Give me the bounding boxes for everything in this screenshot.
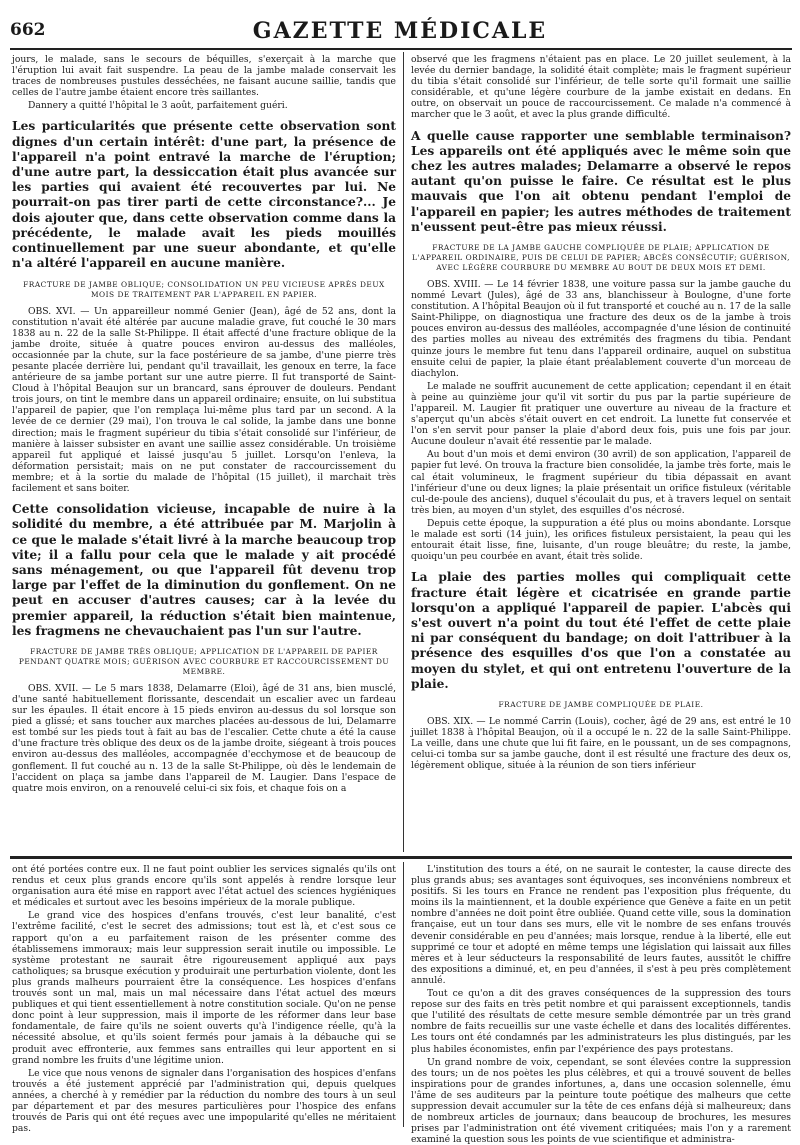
paragraph: Dannery a quitté l'hôpital le 3 août, parfaitement guéri. (28, 100, 288, 112)
paragraph: Le malade ne souffrit aucunement de cette application; cependant il en était à peine au quinzième jour qu'il vit sortir du pus par la partie supérieure de l'appareil. M. Laugier fit pratiquer une ouverture au niveau de la fracture et s'aperçut qu'un abcès s'était ouvert en cet endroit. La lunette fut conservée et l'on s'en servit pour panser la plaie d'abord deux fois, puis une fois par jour. Aucune douleur n'avait été ressentie par le malade. (411, 380, 791, 448)
publication-title: GAZETTE MÉDICALE (252, 18, 548, 44)
paragraph: Au bout d'un mois et demi environ (30 avril) de son application, l'appareil de papier fut levé. On trouva la fracture bien consolidée, la jambe très forte, mais le cal était volumineux, le fragment supérieur du tibia dépassait en avant l'inférieur d'une ou deux lignes; la plaie présentait un orifice fistuleux (véritable cul-de-poule des anciens), duquel s'écoulait du pus, et à travers lequel on sentait très bien, au moyen d'un stylet, des esquilles d'os nécrosé. (411, 449, 791, 516)
commentary-paragraph: Cette consolidation vicieuse, incapable de nuire à la solidité du membre, a été attribuée par M. Marjolin à ce que le malade s'était livré à la marche beaucoup trop vite; il a fallu pour cela que le malade y ait procédé sans ménagement, ou que l'appareil fût devenu trop large par l'effet de la diminution du gonflement. On ne peut en accuser d'autres causes; car à la levée du premier appareil, la réduction s'était bien maintenue, les fragmens ne chevauchaient pas l'un sur l'autre. (12, 502, 396, 638)
section-divider (10, 856, 792, 859)
bottom-column-divider (403, 862, 404, 1127)
header-rule (10, 48, 792, 50)
bottom-left-column (12, 864, 396, 1135)
observation-paragraph: OBS. XVII. — Le 5 mars 1838, Delamarre (Eloi), âgé de 31 ans, bien musclé, d'une santé habituellement florissante, descendait un escalier avec un fardeau sur les épaules. Il était encore à 15 pieds environ au-dessus du sol lorsque son pied a glissé; et sans toucher aux marches placées au-dessous de lui, Delamarre est tombé sur les pieds tout à fait au bas de l'escalier. Cette chute a été la cause d'une fracture très oblique des deux os de la jambe droite, siégeant à trois pouces environ au-dessus des malléoles, accompagnée d'ecchymose et de beaucoup de gonflement. Il fut couché au n. 13 de la salle St-Philippe, où dès le lendemain de l'accident on plaça sa jambe dans l'appareil de M. Laugier. Dans l'espace de quatre mois environ, on a renouvelé celui-ci six fois, et chaque fois on a (12, 682, 396, 794)
page-header (10, 18, 790, 44)
commentary-paragraph: A quelle cause rapporter une semblable terminaison? Les appareils ont été appliqués avec le même soin que chez les autres malades; Delamarre a observé le repos autant qu'on puisse le faire. Ce résultat est le plus mauvais que l'on ait obtenu pendant l'emploi de l'appareil en papier; les autres méthodes de traitement n'eussent peut-être pas mieux réussi. (411, 128, 791, 234)
top-column-divider (403, 52, 404, 852)
bottom-right-column (411, 864, 791, 1145)
top-right-column (411, 54, 791, 852)
top-left-column (12, 54, 396, 852)
commentary-paragraph: La plaie des parties molles qui compliquait cette fracture était légère et cicatrisée en grande partie lorsqu'on a appliqué l'appareil de papier. L'abcès qui s'est ouvert n'a point du tout été l'effet de cette plaie ni par conséquent du bandage; on doit l'attribuer à la présence des esquilles d'os que l'on a constatée au moyen du stylet, et qui ont entretenu l'ouverture de la plaie. (411, 570, 791, 691)
paragraph: Tout ce qu'on a dit des graves conséquences de la suppression des tours repose sur des faits en très petit nombre et qui paraissent exceptionnels, tandis que l'utilité des résultats de cette mesure semble démontrée par un très grand nombre de faits recueillis sur une vaste échelle et dans des localités différentes. Les tours ont été condamnés par les administrateurs les plus distingués, par les plus habiles économistes, enfin par l'expérience des pays protestans. (411, 988, 791, 1055)
case-heading: FRACTURE DE JAMBE TRÈS OBLIQUE; APPLICATION DE L'APPAREIL DE PAPIER PENDANT QUATRE MOIS; GUÉRISON AVEC COURBURE ET RACCOURCISSEMENT DU MEMBRE. (18, 646, 390, 676)
paragraph: L'institution des tours a été, on ne saurait le contester, la cause directe des plus grands abus; ses avantages sont équivoques, ses inconvéniens nombreux et positifs. Si les tours en France ne rendent pas l'exposition plus fréquente, du moins ils la maintiennent, et la double expérience que Genève a faite en un petit nombre d'années ne doit point être oubliée. Quand cette ville, sous la domination française, eut un tour dans ses murs, elle vit le nombre de ses enfans trouvés devenir considérable en peu d'années; mais lorsque, rendue à la liberté, elle eut supprimé ce tour et adopté en même temps une législation qui laissait aux filles mères et à leur séducteurs la responsabilité de leurs fautes, aussitôt le chiffre des expositions a diminué, et, en peu d'années, il s'est à peu près complètement annulé. (411, 864, 791, 986)
paragraph: observé que les fragmens n'étaient pas en place. Le 20 juillet seulement, à la levée du dernier bandage, la solidité était complète; mais le fragment supérieur du tibia s'était consolidé sur l'inférieur, de telle sorte qu'il formait une saillie considérable, et qu'une légère courbure de la jambe existait en dedans. En outre, on observait un pouce de raccourcissement. Ce malade n'a commencé à marcher que le 3 août, et avec la plus grande difficulté. (411, 54, 791, 121)
paragraph: ont été portées contre eux. Il ne faut point oublier les services signalés qu'ils ont rendus et ceux plus grands encore qu'ils sont appelés à rendre lorsque leur organisation aura été mise en rapport avec l'état actuel des sciences hygiéniques et médicales et surtout avec les besoins impérieux de la morale publique. (12, 864, 396, 909)
commentary-paragraph: Les particularités que présente cette observation sont dignes d'un certain intérêt: d'une part, la présence de l'appareil n'a point entravé la marche de l'éruption; d'une autre part, la dessiccation était plus avancée sur les parties qui avaient été recouvertes par lui. Ne pourrait-on pas tirer parti de cette circonstance?... Je dois ajouter que, dans cette observation comme dans la précédente, le malade avait les pieds mouillés continuellement par une sueur abondante, et qu'elle n'a altéré l'appareil en aucune manière. (12, 119, 396, 271)
paragraph: Le vice que nous venons de signaler dans l'organisation des hospices d'enfans trouvés a été justement apprécié par l'administration qui, depuis quelques années, a cherché à y remédier par la réduction du nombre des tours à un seul par département et par des mesures particulières pour l'hospice des enfans trouvés de Paris qui ont été reçues avec une impopularité qu'elles ne méritaient pas. (12, 1067, 396, 1135)
case-heading: FRACTURE DE JAMBE COMPLIQUÉE DE PLAIE. (498, 699, 704, 709)
paragraph: jours, le malade, sans le secours de béquilles, s'exerçait à la marche que l'éruption lui avait fait suspendre. La peau de la jambe malade conservait les traces de nombreuses pustules desséchées, ne faisant aucune saillie, tandis que celles de l'autre jambe étaient encore très saillantes. (12, 54, 396, 99)
paragraph: Le grand vice des hospices d'enfans trouvés, c'est leur banalité, c'est l'extrême facilité, c'est le secret des admissions; tout est là, et c'est sous ce rapport qu'on a eu parfaitement raison de les présenter comme des établissemens immoraux; mais leur suppression serait inutile ou impossible. Le système protestant ne saurait être rigoureusement appliqué aux pays catholiques; sa brusque exécution y produirait une perturbation violente, dont les plus grands malheurs pourraient être la conséquence. Les hospices d'enfans trouvés sont un mal, mais un mal nécessaire dans l'état actuel des mœurs publiques et qui tient essentiellement à notre constitution sociale. Qu'on ne pense donc point à leur suppression, mais il importe de les réformer dans leur base fondamentale, de faire qu'ils ne soient ouverts qu'à l'indigence réelle, qu'à la nécessité absolue, et qu'ils soient fermés pour jamais à la débauche qui se produit avec effronterie, aux femmes sans entrailles qui leur apportent en si grand nombre les fruits d'une légitime union. (12, 910, 396, 1066)
paragraph: Depuis cette époque, la suppuration a été plus ou moins abondante. Lorsque le malade est sorti (14 juin), les orifices fistuleux persistaient, la peau qui les entourait était lisse, fine, luisante, d'un rouge bleuâtre; du reste, la jambe, quoiqu'un peu courbée en avant, était très solide. (411, 517, 791, 563)
observation-paragraph: OBS. XVI. — Un appareilleur nommé Genier (Jean), âgé de 52 ans, dont la constitution n'avait été altérée par aucune maladie grave, fut couché le 30 mars 1838 au n. 22 de la salle St-Philippe. Il était affecté d'une fracture oblique de la jambe droite, située à quatre pouces environ au-dessus des malléoles, occasionnée par la chute, sur la face postérieure de sa jambe, d'une pierre très pesante placée derrière lui, pendant qu'il travaillait, les genoux en terre, la face antérieure de sa jambe portant sur une autre pierre. Il fut transporté de Saint-Cloud à l'hôpital Beaujon sur un brancard, sans éprouver de douleurs. Pendant trois jours, on tint le membre dans un appareil ordinaire; ensuite, on lui substitua l'appareil de papier, que l'on remplaça lui-même plus tard par un second. A la levée de ce dernier (29 mai), l'on trouva le cal solide, la jambe dans une bonne direction; mais le fragment supérieur du tibia s'était consolidé sur l'inférieur, de manière à laisser subsister en avant une saillie assez considérable. Un troisième appareil fut appliqué et laissé jusqu'au 5 juillet. Lorsqu'on l'enleva, la déformation persistait; mais on ne put constater de raccourcissement du membre; et à la sortie du malade de l'hôpital (15 juillet), il marchait très facilement et sans boiter. (12, 305, 396, 494)
case-heading: FRACTURE DE JAMBE OBLIQUE; CONSOLIDATION UN PEU VICIEUSE APRÈS DEUX MOIS DE TRAITEMENT PAR L'APPAREIL EN PAPIER. (23, 279, 385, 299)
paragraph: Un grand nombre de voix, cependant, se sont élevées contre la suppression des tours; un de nos poètes les plus célèbres, et qui a trouvé souvent de belles inspirations pour de grandes infortunes, a, dans une occasion solennelle, ému l'âme de ses auditeurs par la peinture toute poétique des malheurs que cette suppression devait accumuler sur la tête de ces enfans déjà si malheureux; dans de nombreux articles de journaux; dans beaucoup de brochures, les mesures prises par l'administration ont été vivement critiquées; mais l'on y a rarement examiné la question sous les points de vue scientifique et administra- (411, 1056, 791, 1145)
case-heading: FRACTURE DE LA JAMBE GAUCHE COMPLIQUÉE DE PLAIE; APPLICATION DE L'APPAREIL ORDINAIRE, PUIS DE CELUI DE PAPIER; ABCÈS CONSÉCUTIF; GUÉRISON, AVEC LÉGÈRE COURBURE DU MEMBRE AU BOUT DE DEUX MOIS ET DEMI. (412, 242, 790, 272)
page-number: 662 (10, 20, 46, 40)
observation-paragraph: OBS. XVIII. — Le 14 février 1838, une voiture passa sur la jambe gauche du nommé Levart (Jules), âgé de 33 ans, blanchisseur à Boulogne, d'une forte constitution. A l'hôpital Beaujon où il fut transporté et couché au n. 17 de la salle Saint-Philippe, on diagnostiqua une fracture des deux os de la jambe à trois pouces environ au-dessus des malléoles, accompagnée d'une lésion de continuité des parties molles au niveau des extrémités des fragmens du tibia. Pendant quinze jours le membre fut tenu dans l'appareil ordinaire, auquel on substitua ensuite celui de papier, la plaie étant préalablement couverte d'un morceau de diachylon. (411, 278, 791, 379)
observation-paragraph: OBS. XIX. — Le nommé Carrin (Louis), cocher, âgé de 29 ans, est entré le 10 juillet 1838 à l'hôpital Beaujon, où il a occupé le n. 22 de la salle Saint-Philippe. La veille, dans une chute que lui fit faire, en le poussant, un de ses compagnons, celui-ci tomba sur sa jambe gauche, dont il est résulté une fracture des deux os, légèrement oblique, située à la réunion de son tiers inférieur (411, 715, 791, 772)
